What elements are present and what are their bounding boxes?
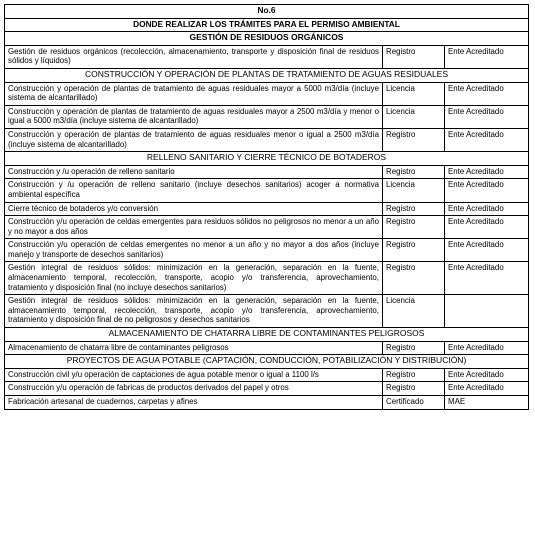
activity-cell: Construcción y/u operación de fabricas de productos derivados del papel y otros bbox=[5, 382, 383, 396]
responsible-entity-cell: Ente Acreditado bbox=[445, 105, 529, 128]
responsible-entity-cell bbox=[445, 295, 529, 328]
activity-cell: Construcción y operación de plantas de tratamiento de aguas residuales mayor a 2500 m3/día y menor o igual a 5000 m3/día (incluye sistema de alcantarillado) bbox=[5, 105, 383, 128]
permit-type-cell: Registro bbox=[383, 165, 445, 179]
permit-type-cell: Registro bbox=[383, 239, 445, 262]
permit-table-body bbox=[5, 5, 529, 410]
activity-cell: Construcción y/u operación de celdas emergentes no menor a un año y no mayor a dos años (incluye manejo y transporte de desechos sanitarios) bbox=[5, 239, 383, 262]
permit-type-cell: Registro bbox=[383, 128, 445, 151]
activity-cell: Construcción civil y/u operación de captaciones de agua potable menor o igual a 1100 l/s bbox=[5, 368, 383, 382]
responsible-entity-cell: Ente Acreditado bbox=[445, 82, 529, 105]
section-heading-row bbox=[5, 152, 529, 166]
responsible-entity-cell: Ente Acreditado bbox=[445, 202, 529, 216]
table-row bbox=[5, 262, 529, 295]
table-title-row bbox=[5, 18, 529, 32]
section-heading-row bbox=[5, 355, 529, 369]
activity-cell: Gestión de residuos orgánicos (recolección, almacenamiento, transporte y disposición final de residuos sólidos y líquidos) bbox=[5, 45, 383, 68]
responsible-entity-cell: Ente Acreditado bbox=[445, 179, 529, 202]
activity-cell: Construcción y /u operación de relleno sanitario (incluye desechos sanitarios) acoger a normativa ambiental específica bbox=[5, 179, 383, 202]
permit-type-cell: Licencia bbox=[383, 295, 445, 328]
table-row bbox=[5, 368, 529, 382]
table-title: DONDE REALIZAR LOS TRÁMITES PARA EL PERMISO AMBIENTAL bbox=[5, 18, 529, 32]
activity-cell: Construcción y operación de plantas de tratamiento de aguas residuales mayor a 5000 m3/día (incluye sistema de alcantarillado) bbox=[5, 82, 383, 105]
activity-cell: Fabricación artesanal de cuadernos, carpetas y afines bbox=[5, 396, 383, 410]
table-number: No.6 bbox=[5, 5, 529, 19]
responsible-entity-cell: Ente Acreditado bbox=[445, 45, 529, 68]
section-heading: CONSTRUCCIÓN Y OPERACIÓN DE PLANTAS DE TRATAMIENTO DE AGUAS RESIDUALES bbox=[5, 68, 529, 82]
section-heading-row bbox=[5, 32, 529, 46]
table-row bbox=[5, 105, 529, 128]
responsible-entity-cell: Ente Acreditado bbox=[445, 262, 529, 295]
permit-type-cell: Registro bbox=[383, 341, 445, 355]
section-heading-row bbox=[5, 328, 529, 342]
section-heading: ALMACENAMIENTO DE CHATARRA LIBRE DE CONTAMINANTES PELIGROSOS bbox=[5, 328, 529, 342]
responsible-entity-cell: Ente Acreditado bbox=[445, 165, 529, 179]
section-heading: RELLENO SANITARIO Y CIERRE TÉCNICO DE BOTADEROS bbox=[5, 152, 529, 166]
activity-cell: Gestión integral de residuos sólidos: minimización en la generación, separación en la fuente, almacenamiento temporal, recolección, transporte, acopio y/o transferencia, aprovechamiento, tratamiento y disposición final de no peligrosos y desechos sanitarios bbox=[5, 295, 383, 328]
table-row bbox=[5, 382, 529, 396]
activity-cell: Gestión integral de residuos sólidos: minimización en la generación, separación en la fuente, almacenamiento temporal, recolección, transporte, acopio y/o transferencia, aprovechamiento, tratamiento y disposición final (no incluye desechos sanitarios) bbox=[5, 262, 383, 295]
permit-type-cell: Registro bbox=[383, 382, 445, 396]
table-row bbox=[5, 295, 529, 328]
section-heading-row bbox=[5, 68, 529, 82]
table-row bbox=[5, 82, 529, 105]
responsible-entity-cell: Ente Acreditado bbox=[445, 216, 529, 239]
permit-type-cell: Licencia bbox=[383, 179, 445, 202]
table-row bbox=[5, 396, 529, 410]
permit-type-cell: Licencia bbox=[383, 105, 445, 128]
responsible-entity-cell: Ente Acreditado bbox=[445, 128, 529, 151]
activity-cell: Almacenamiento de chatarra libre de contaminantes peligrosos bbox=[5, 341, 383, 355]
activity-cell: Cierre técnico de botaderos y/o conversión bbox=[5, 202, 383, 216]
table-number-row bbox=[5, 5, 529, 19]
activity-cell: Construcción y /u operación de relleno sanitario bbox=[5, 165, 383, 179]
section-heading: GESTIÓN DE RESIDUOS ORGÁNICOS bbox=[5, 32, 529, 46]
table-row bbox=[5, 202, 529, 216]
permit-table bbox=[4, 4, 529, 410]
section-heading: PROYECTOS DE AGUA POTABLE (CAPTACIÓN, CONDUCCIÓN, POTABILIZACIÓN Y DISTRIBUCIÓN) bbox=[5, 355, 529, 369]
table-row bbox=[5, 216, 529, 239]
permit-type-cell: Registro bbox=[383, 202, 445, 216]
permit-type-cell: Registro bbox=[383, 368, 445, 382]
responsible-entity-cell: Ente Acreditado bbox=[445, 368, 529, 382]
activity-cell: Construcción y/u operación de celdas emergentes para residuos sólidos no peligrosos no menor a un año y no mayor a dos años bbox=[5, 216, 383, 239]
permit-type-cell: Licencia bbox=[383, 82, 445, 105]
responsible-entity-cell: MAE bbox=[445, 396, 529, 410]
table-row bbox=[5, 128, 529, 151]
table-row bbox=[5, 179, 529, 202]
activity-cell: Construcción y operación de plantas de tratamiento de aguas residuales menor o igual a 2500 m3/día (incluye sistema de alcantarillado) bbox=[5, 128, 383, 151]
responsible-entity-cell: Ente Acreditado bbox=[445, 382, 529, 396]
responsible-entity-cell: Ente Acreditado bbox=[445, 341, 529, 355]
permit-type-cell: Certificado bbox=[383, 396, 445, 410]
permit-type-cell: Registro bbox=[383, 262, 445, 295]
permit-type-cell: Registro bbox=[383, 216, 445, 239]
responsible-entity-cell: Ente Acreditado bbox=[445, 239, 529, 262]
table-row bbox=[5, 239, 529, 262]
table-row bbox=[5, 45, 529, 68]
table-row bbox=[5, 165, 529, 179]
permit-type-cell: Registro bbox=[383, 45, 445, 68]
table-row bbox=[5, 341, 529, 355]
